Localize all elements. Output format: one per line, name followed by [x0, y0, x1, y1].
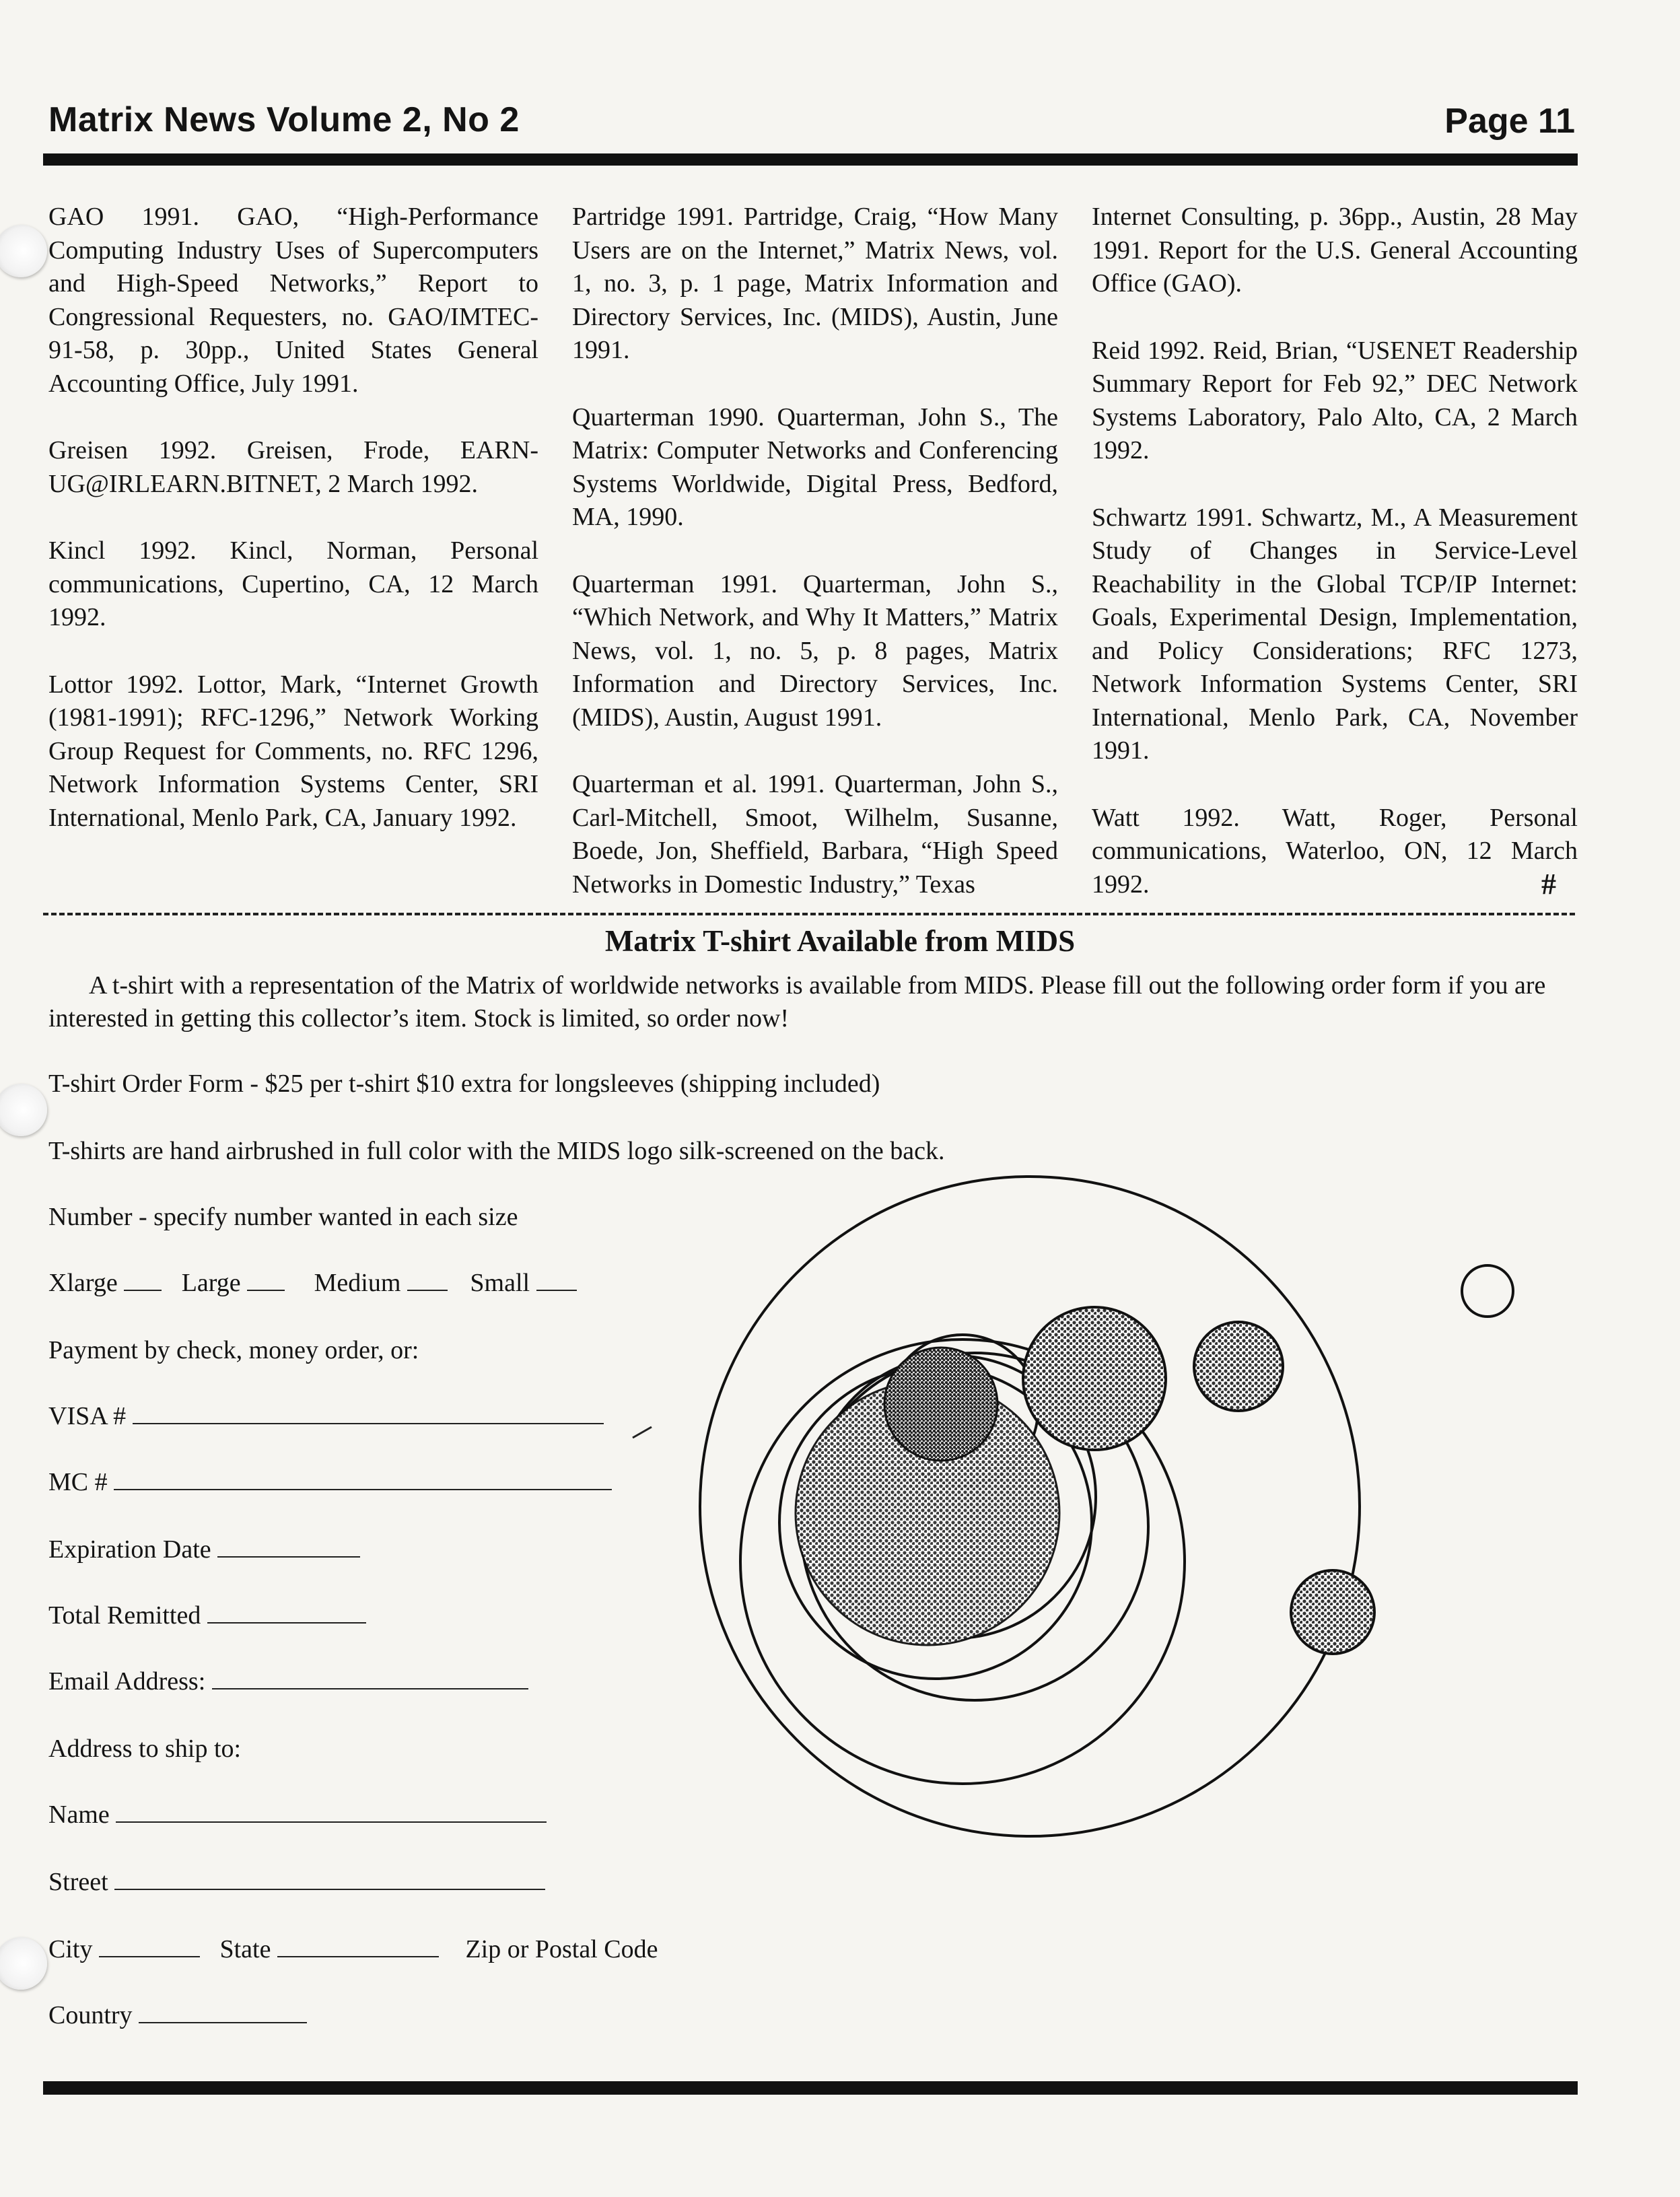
- expiration-label: Expiration Date: [48, 1535, 211, 1564]
- tshirt-intro: A t-shirt with a representation of the Matrix of worldwide networks is available from MIDS. Please fill out the following order form if you are interested in getting this collector’s item. Stock is limited, so order now!: [48, 971, 1546, 1033]
- size-medium-label: Medium: [314, 1269, 401, 1297]
- number-line: Number - specify number wanted in each size: [48, 1203, 518, 1231]
- payment-line: Payment by check, money order, or:: [48, 1336, 419, 1364]
- shaded-upper-left: [884, 1348, 998, 1461]
- reference-entry: Quarterman 1990. Quarterman, John S., The Matrix: Computer Networks and Conferencing Systems Worldwide, Digital Press, Bedford, MA, 1990.: [572, 403, 1058, 531]
- header-title: Matrix News Volume 2, No 2: [48, 100, 520, 139]
- shaded-right-medium: [1194, 1322, 1283, 1411]
- reference-entry: Greisen 1992. Greisen, Frode, EARN-UG@IRLEARN.BITNET, 2 March 1992.: [48, 436, 538, 498]
- shaded-right-small: [1291, 1570, 1374, 1654]
- reference-entry: Quarterman 1991. Quarterman, John S., “Which Network, and Why It Matters,” Matrix News, vol. 1, no. 5, p. 8 pages, Matrix Information and Directory Services, Inc. (MIDS), Austin, August 1991.: [572, 569, 1058, 732]
- isolated-circle: [1462, 1265, 1513, 1317]
- size-large-label: Large: [181, 1269, 241, 1297]
- visa-label: VISA #: [48, 1402, 127, 1430]
- state-label: State: [219, 1935, 271, 1963]
- reference-entry: Lottor 1992. Lottor, Mark, “Internet Growth (1981-1991); RFC-1296,” Network Working Group Request for Comments, no. RFC 1296, Network Information Systems Center, SRI International, Menlo Park, CA, January 1992.: [48, 670, 538, 832]
- footer-rule: [43, 2081, 1578, 2095]
- reference-entry: Internet Consulting, p. 36pp., Austin, 28 May 1991. Report for the U.S. General Accounting Office (GAO).: [1092, 203, 1578, 298]
- street-label: Street: [48, 1868, 108, 1896]
- pen-mark: [633, 1427, 652, 1438]
- tshirt-section-title: Matrix T-shirt Available from MIDS: [604, 924, 1076, 958]
- email-label: Email Address:: [48, 1667, 206, 1696]
- end-mark: #: [1541, 868, 1556, 901]
- total-label: Total Remitted: [48, 1601, 201, 1630]
- address-heading: Address to ship to:: [48, 1735, 242, 1763]
- country-label: Country: [48, 2001, 133, 2029]
- size-small-label: Small: [470, 1269, 530, 1297]
- reference-entry: Schwartz 1991. Schwartz, M., A Measurement Study of Changes in Service-Level Reachability in the Global TCP/IP Internet: Goals, Experimental Design, Implementation, and Policy Considerations; RFC 1273, Network Information Systems Center, SRI International, Menlo Park, CA, November 1991.: [1092, 503, 1578, 765]
- order-form-line: T-shirt Order Form - $25 per t-shirt $10 extra for longsleeves (shipping included): [48, 1070, 880, 1098]
- size-xlarge-label: Xlarge: [48, 1269, 118, 1297]
- mc-label: MC #: [48, 1468, 108, 1496]
- reference-entry: Kincl 1992. Kincl, Norman, Personal communications, Cupertino, CA, 12 March 1992.: [48, 536, 538, 631]
- name-label: Name: [48, 1801, 110, 1829]
- shaded-upper-right: [1023, 1307, 1166, 1450]
- reference-entry: Reid 1992. Reid, Brian, “USENET Readership Summary Report for Feb 92,” DEC Network Systems Laboratory, Palo Alto, CA, 2 March 1992.: [1092, 336, 1578, 464]
- airbrush-line: T-shirts are hand airbrushed in full color with the MIDS logo silk-screened on the back.: [48, 1137, 945, 1165]
- reference-entry: Partridge 1991. Partridge, Craig, “How Many Users are on the Internet,” Matrix News, vol. 1, no. 3, p. 1 page, Matrix Information and Directory Services, Inc. (MIDS), Austin, June 1991.: [572, 203, 1058, 364]
- zip-label: Zip or Postal Code: [465, 1935, 658, 1963]
- page-number: Page 11: [1444, 102, 1575, 141]
- reference-entry: GAO 1991. GAO, “High-Performance Computing Industry Uses of Supercomputers and High-Speed Networks,” Report to Congressional Requesters, no. GAO/IMTEC-91-58, p. 30pp., United States General Accounting Office, July 1991.: [48, 203, 538, 398]
- reference-entry: Watt 1992. Watt, Roger, Personal communications, Waterloo, ON, 12 March 1992.: [1092, 803, 1578, 899]
- city-label: City: [48, 1935, 93, 1963]
- reference-entry: Quarterman et al. 1991. Quarterman, John S., Carl-Mitchell, Smoot, Wilhelm, Susanne, Boede, Jon, Sheffield, Barbara, “High Speed Networks in Domestic Industry,” Texas: [572, 770, 1058, 899]
